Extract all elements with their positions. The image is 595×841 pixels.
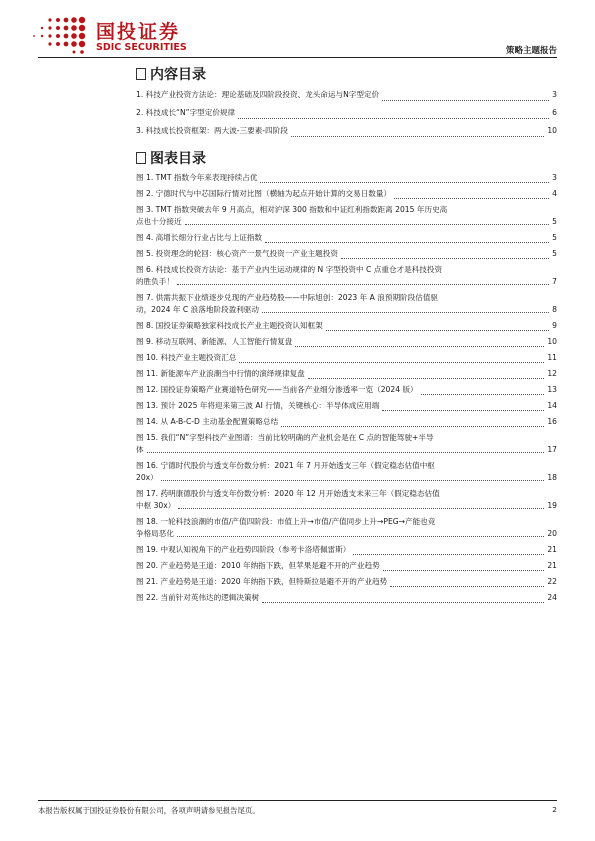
- figure-entry[interactable]: [136, 290, 557, 318]
- figure-entry-title: 图 17. 药明康德股价与透支年份数分析：2020 年 12 月开始透支未来三年（假定稳态估值: [136, 489, 440, 498]
- dot-leader: [177, 536, 544, 537]
- figure-entry-page: 9: [552, 321, 557, 330]
- dot-leader: [262, 602, 544, 603]
- figure-entry[interactable]: [136, 186, 557, 202]
- toc-entry-title: 3. 科技成长投资框架：两大波-三要素-四阶段: [136, 126, 288, 135]
- dot-leader: [353, 554, 544, 555]
- figure-entry[interactable]: [136, 574, 557, 590]
- figure-entry[interactable]: [136, 202, 557, 230]
- figure-entry[interactable]: [136, 514, 557, 542]
- figure-entry-title: 图 18. 一轮科技浪潮的市值/产值四阶段：市值上升→市值/产值同步上升→PEG→产能也竞: [136, 517, 436, 526]
- figure-entry-page: 20: [547, 529, 557, 538]
- figure-entry-title-continued: [136, 444, 557, 456]
- figure-entry-title: 图 5. 投资理念的轮回：核心资产一景气投资一产业主题投资: [136, 249, 338, 258]
- figure-entry-title-line2: 点也十分接近: [136, 217, 182, 226]
- figure-entry[interactable]: [136, 458, 557, 486]
- figure-entry-title-line2: 20x）: [136, 473, 158, 482]
- figure-entry[interactable]: [136, 382, 557, 398]
- dot-leader: [394, 198, 549, 199]
- figure-entry-title-continued: [136, 472, 557, 484]
- figure-entry-page: 5: [552, 233, 557, 242]
- figure-entry-page: 12: [547, 369, 557, 378]
- figure-entry-title: 图 20. 产业趋势是王道：2010 年纳指下跌，但苹果是避不开的产业趋势: [136, 561, 380, 570]
- figure-entry-title-line2: 体: [136, 445, 144, 454]
- figure-entry-title-continued: [136, 500, 557, 512]
- figure-entry-page: 5: [552, 217, 557, 226]
- figure-entry-title: 图 15. 我们“N”字型科技产业图谱：当前比较明确的产业机会是在 C 点的智能驾驶+半导: [136, 433, 434, 442]
- figure-entry-title: 图 6. 科技成长投资方法论：基于产业内生运动规律的 N 字型投资中 C 点重仓才是科技投资: [136, 265, 443, 274]
- toc-entry-page: 10: [547, 126, 557, 135]
- toc-entry-page: 6: [552, 108, 557, 117]
- footer-divider: [38, 800, 557, 801]
- figure-entry-title-continued: [136, 304, 557, 316]
- dot-leader: [177, 284, 549, 285]
- figure-entry-title: 图 13. 预计 2025 年将迎来第三波 AI 行情，关键核心：半导体成应用端: [136, 401, 380, 410]
- dot-leader: [178, 508, 544, 509]
- figure-entry-page: 24: [547, 593, 557, 602]
- figure-entry-title: 图 8. 国投证券策略独家科技成长产业主题投资认知框架: [136, 321, 323, 330]
- figure-entry-page: 19: [547, 501, 557, 510]
- toc-entry[interactable]: [136, 104, 557, 122]
- figure-entry-title-line2: 的胜负手！: [136, 277, 174, 286]
- dot-leader: [161, 480, 545, 481]
- figure-entry-title-continued: [136, 216, 557, 228]
- figure-entry[interactable]: [136, 414, 557, 430]
- toc-entry[interactable]: [136, 122, 557, 140]
- figure-entry-page: 3: [552, 173, 557, 182]
- figure-entry-page: 16: [547, 417, 557, 426]
- dot-leader: [265, 242, 549, 243]
- dot-leader: [341, 258, 549, 259]
- dot-leader: [147, 452, 545, 453]
- report-type-label: 策略主题报告: [505, 46, 557, 56]
- figure-entry[interactable]: [136, 170, 557, 186]
- figure-entry[interactable]: [136, 542, 557, 558]
- heading-marker-icon: [136, 152, 146, 164]
- toc-entry[interactable]: [136, 86, 557, 104]
- logo-english-name: SDIC SECURITIES: [96, 42, 187, 53]
- dot-leader: [382, 100, 549, 101]
- figure-entry-title: 图 7. 供需共振下业绩逐步兑现的产业趋势股——中际旭创：2023 年 A 浪预期阶段估值驱: [136, 293, 439, 302]
- dot-leader: [383, 570, 545, 571]
- header-divider: [38, 57, 557, 58]
- company-logo: [26, 14, 206, 58]
- figure-entry[interactable]: [136, 230, 557, 246]
- figure-entry-title: 图 21. 产业趋势是王道：2020 年纳指下跌，但特斯拉是避不开的产业趋势: [136, 577, 388, 586]
- figure-entry[interactable]: [136, 486, 557, 514]
- figure-entry[interactable]: [136, 246, 557, 262]
- contents-heading: [136, 66, 206, 84]
- footer-disclaimer: 本报告版权属于国投证券股份有限公司，各项声明请参见报告尾页。: [38, 806, 260, 815]
- figure-entry-title: 图 4. 高增长细分行业占比与上证指数: [136, 233, 262, 242]
- contents-heading-text: 内容目录: [150, 67, 206, 83]
- dot-leader: [291, 136, 545, 137]
- figure-entry[interactable]: [136, 590, 557, 606]
- figure-entry[interactable]: [136, 430, 557, 458]
- figure-entry-title: 图 22. 当前针对英伟达的逻辑决策树: [136, 593, 260, 602]
- figure-entry-page: 13: [547, 385, 557, 394]
- toc-entry-page: 3: [552, 90, 557, 99]
- toc-entry-title: 2. 科技成长“N”字型定价规律: [136, 108, 236, 117]
- figure-entry-title: 图 2. 宁德时代与中芯国际行情对比图（横轴为起点开始计算的交易日数量）: [136, 189, 392, 198]
- figure-entry-title: 图 14. 从 A-B-C-D 主动基金配置策略总结: [136, 417, 279, 426]
- figure-entry-title: 图 12. 国投证券策略产业赛道特色研究——当前各产业细分渗透率一览（2024 版）: [136, 385, 418, 394]
- figure-entry-title-continued: [136, 276, 557, 288]
- dot-leader: [382, 410, 544, 411]
- figure-entry[interactable]: [136, 262, 557, 290]
- figures-heading: [136, 150, 206, 168]
- figure-entry-page: 17: [547, 445, 557, 454]
- figure-entry-page: 14: [547, 401, 557, 410]
- toc-entry-title: 1. 科技产业投资方法论：理论基础及四阶段投资、龙头命运与N字型定价: [136, 90, 380, 99]
- figure-entry[interactable]: [136, 398, 557, 414]
- figure-entry-title-line2: 争格局恶化: [136, 529, 174, 538]
- figure-entry-title-continued: [136, 528, 557, 540]
- figure-entry-page: 7: [552, 277, 557, 286]
- dot-leader: [281, 426, 544, 427]
- figure-entry-title: 图 16. 宁德时代股价与透支年份数分析：2021 年 7 月开始透支三年（假定稳态估值中枢: [136, 461, 435, 470]
- figure-entry-title: 图 11. 新能源车产业浪潮当中行情的演绎规律复盘: [136, 369, 305, 378]
- dot-leader: [239, 362, 544, 363]
- figure-entry-page: 22: [547, 577, 557, 586]
- dot-leader: [308, 378, 545, 379]
- figure-entry-title: 图 1. TMT 指数今年来表现持续占优: [136, 173, 258, 182]
- figure-entry[interactable]: [136, 366, 557, 382]
- figure-entry-page: 8: [552, 305, 557, 314]
- figure-entry-title: 图 10. 科技产业主题投资汇总: [136, 353, 237, 362]
- dot-leader: [326, 330, 549, 331]
- figure-entry-title: 图 3. TMT 指数突破去年 9 月高点，相对沪深 300 指数和中证红利指数距离 2015 年历史高: [136, 205, 448, 214]
- figure-entry-page: 21: [547, 561, 557, 570]
- logo-chinese-name: 国投证券: [96, 21, 181, 43]
- dot-leader: [390, 586, 544, 587]
- dot-leader: [295, 346, 544, 347]
- dot-leader: [185, 224, 550, 225]
- figure-entry-title-line2: 中枢 30x）: [136, 501, 176, 510]
- dot-leader: [260, 182, 549, 183]
- figure-entry-page: 5: [552, 249, 557, 258]
- contents-list: [136, 86, 557, 140]
- figure-entry-page: 18: [547, 473, 557, 482]
- figure-entry[interactable]: [136, 318, 557, 334]
- figure-entry-page: 4: [552, 189, 557, 198]
- page-number: 2: [552, 805, 557, 814]
- figure-entry[interactable]: [136, 558, 557, 574]
- figure-entry[interactable]: [136, 334, 557, 350]
- logo-dots-icon: [26, 14, 90, 54]
- figure-entry[interactable]: [136, 350, 557, 366]
- figure-entry-page: 10: [547, 337, 557, 346]
- heading-marker-icon: [136, 68, 146, 80]
- figures-heading-text: 图表目录: [150, 151, 206, 167]
- dot-leader: [238, 118, 549, 119]
- figure-entry-page: 21: [547, 545, 557, 554]
- figure-entry-page: 11: [547, 353, 557, 362]
- figure-entry-title-line2: 动，2024 年 C 浪落地阶段盈利驱动: [136, 305, 259, 314]
- figure-entry-title: 图 19. 中观认知视角下的产业趋势四阶段（参考卡洛塔佩雷斯）: [136, 545, 351, 554]
- figure-entry-title: 图 9. 移动互联网、新能源、人工智能行情复盘: [136, 337, 293, 346]
- dot-leader: [421, 394, 545, 395]
- figures-list: [136, 170, 557, 606]
- dot-leader: [262, 312, 549, 313]
